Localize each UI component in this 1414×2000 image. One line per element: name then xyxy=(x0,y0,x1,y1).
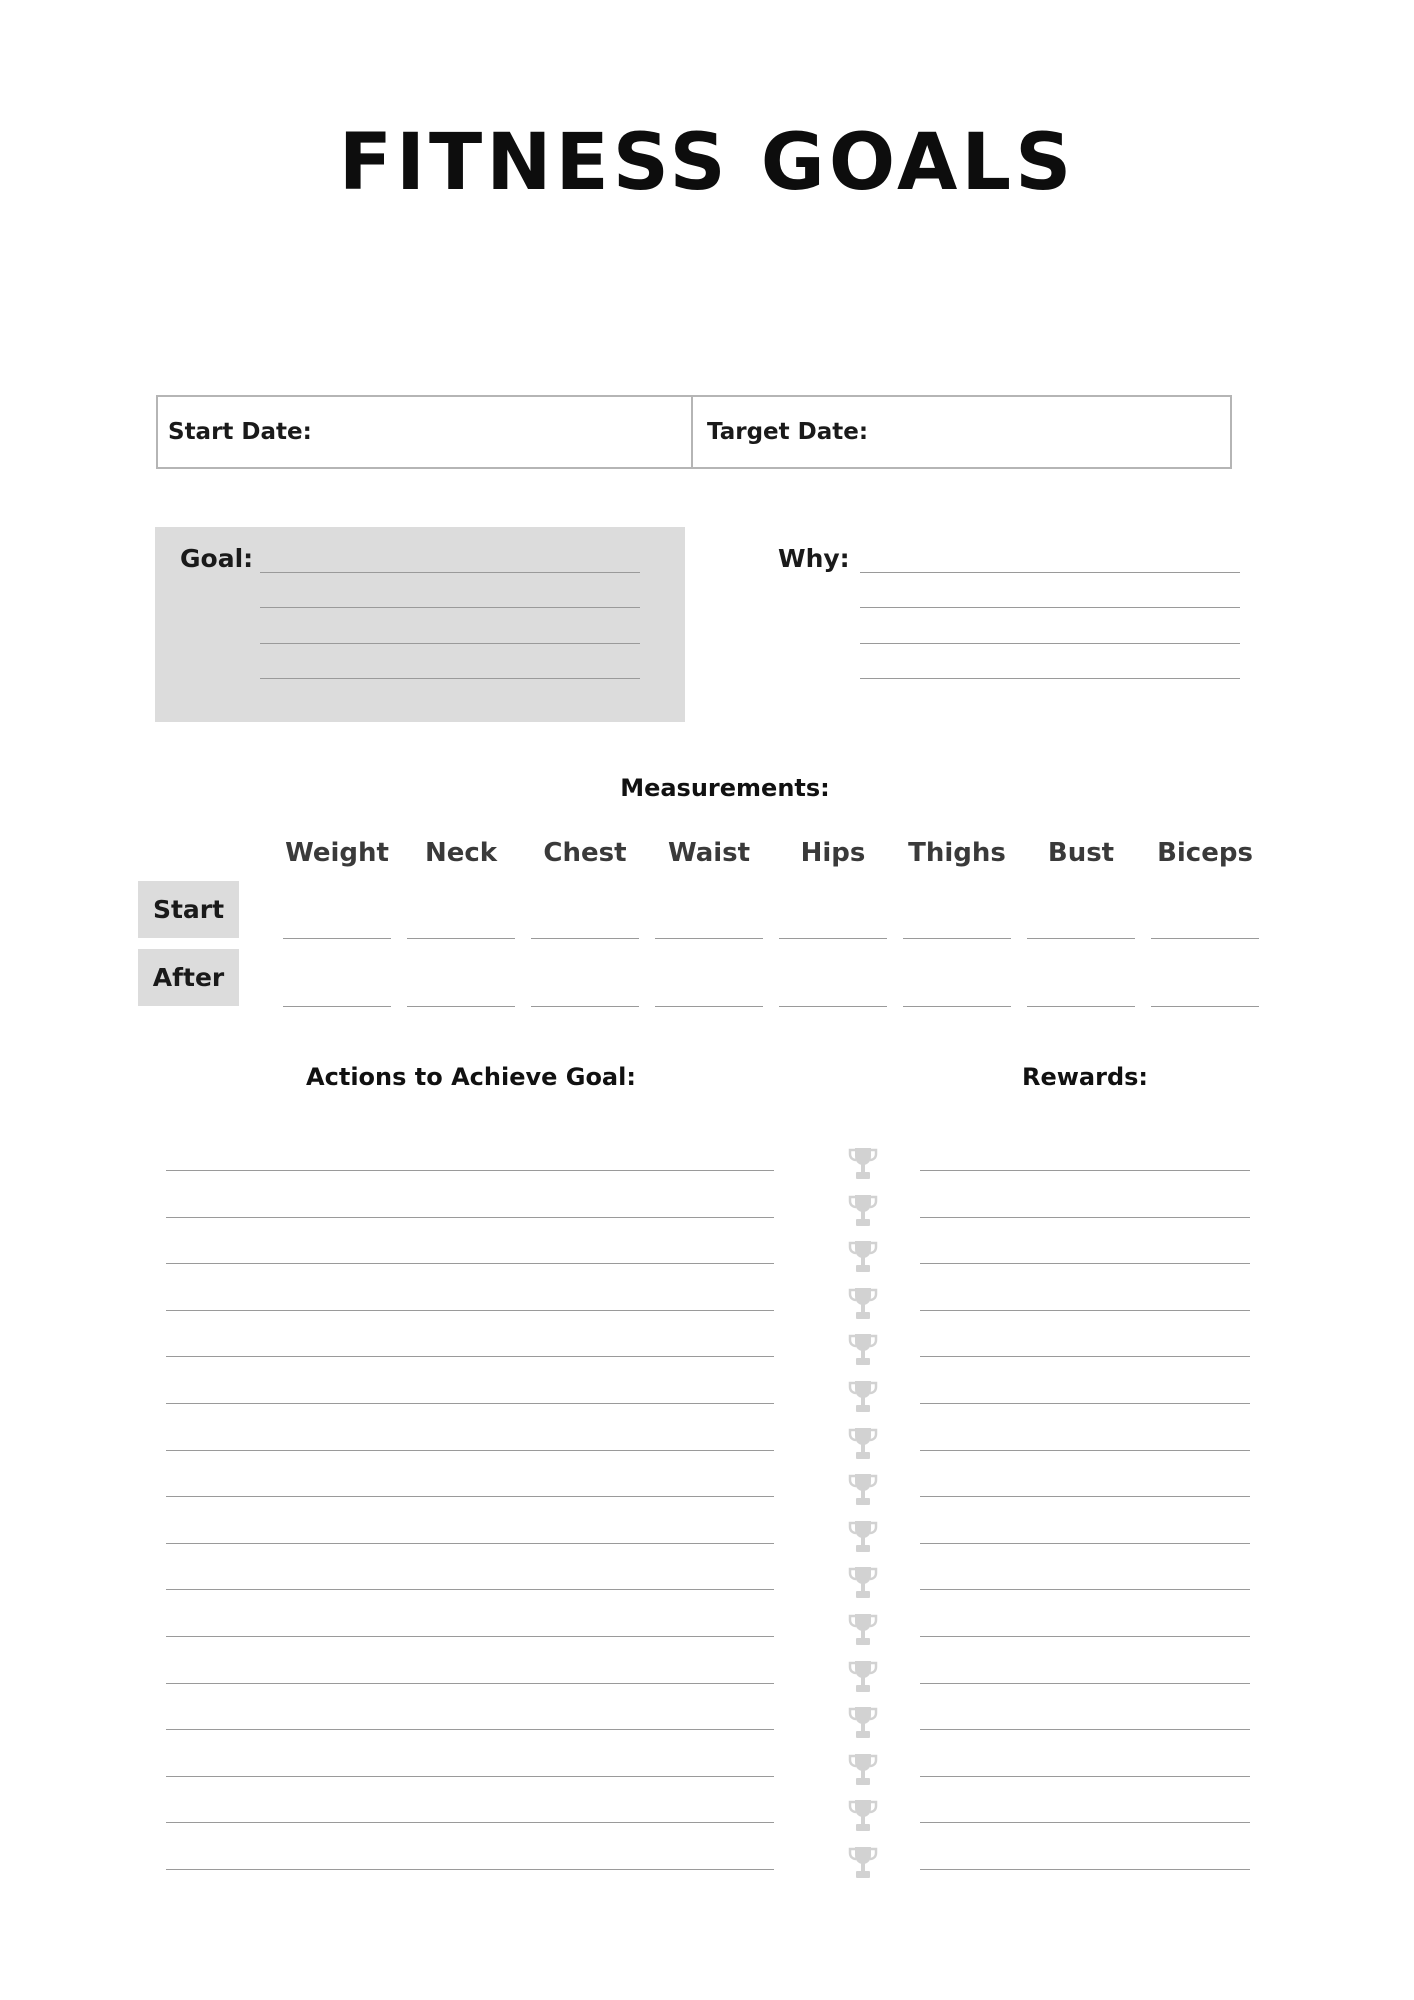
reward-line[interactable] xyxy=(920,1822,1250,1823)
action-line[interactable] xyxy=(166,1543,774,1544)
row-label-after: After xyxy=(138,949,239,1006)
reward-line[interactable] xyxy=(920,1636,1250,1637)
reward-line[interactable] xyxy=(920,1869,1250,1870)
measurement-input-start-waist[interactable] xyxy=(655,938,763,939)
why-label: Why: xyxy=(778,544,850,573)
measurement-input-after-waist[interactable] xyxy=(655,1006,763,1007)
reward-line[interactable] xyxy=(920,1683,1250,1684)
trophy-icon xyxy=(848,1612,878,1650)
trophy-icon xyxy=(848,1426,878,1464)
action-line[interactable] xyxy=(166,1217,774,1218)
goal-label: Goal: xyxy=(180,544,254,573)
measurement-input-start-chest[interactable] xyxy=(531,938,639,939)
start-date-field[interactable] xyxy=(158,397,691,467)
measurement-input-start-neck[interactable] xyxy=(407,938,515,939)
measurement-header-waist: Waist xyxy=(667,838,751,868)
measurement-input-start-biceps[interactable] xyxy=(1151,938,1259,939)
reward-line[interactable] xyxy=(920,1170,1250,1171)
why-line[interactable] xyxy=(860,572,1240,573)
why-line[interactable] xyxy=(860,643,1240,644)
action-line[interactable] xyxy=(166,1263,774,1264)
reward-line[interactable] xyxy=(920,1496,1250,1497)
reward-line[interactable] xyxy=(920,1263,1250,1264)
action-line[interactable] xyxy=(166,1589,774,1590)
trophy-icon xyxy=(848,1332,878,1370)
start-date-label: Start Date: xyxy=(168,419,312,445)
reward-line[interactable] xyxy=(920,1589,1250,1590)
measurement-header-neck: Neck xyxy=(424,838,498,868)
trophy-icon xyxy=(848,1565,878,1603)
measurement-header-thighs: Thighs xyxy=(908,838,1006,868)
action-line[interactable] xyxy=(166,1729,774,1730)
reward-line[interactable] xyxy=(920,1450,1250,1451)
measurement-header-weight: Weight xyxy=(285,838,389,868)
measurement-input-after-bust[interactable] xyxy=(1027,1006,1135,1007)
reward-line[interactable] xyxy=(920,1403,1250,1404)
measurement-header-hips: Hips xyxy=(800,838,866,868)
trophy-icon xyxy=(848,1146,878,1184)
measurement-input-start-bust[interactable] xyxy=(1027,938,1135,939)
target-date-label: Target Date: xyxy=(707,419,869,445)
measurement-input-after-neck[interactable] xyxy=(407,1006,515,1007)
action-line[interactable] xyxy=(166,1403,774,1404)
reward-line[interactable] xyxy=(920,1776,1250,1777)
page-title: FITNESS GOALS xyxy=(338,118,1076,208)
goal-line[interactable] xyxy=(260,572,640,573)
reward-line[interactable] xyxy=(920,1310,1250,1311)
action-line[interactable] xyxy=(166,1310,774,1311)
trophy-icon xyxy=(848,1286,878,1324)
measurements-title: Measurements: xyxy=(620,774,830,802)
trophy-icon xyxy=(848,1845,878,1883)
row-label-start: Start xyxy=(138,881,239,938)
action-line[interactable] xyxy=(166,1170,774,1171)
measurement-header-chest: Chest xyxy=(543,838,627,868)
measurement-input-after-hips[interactable] xyxy=(779,1006,887,1007)
measurement-input-after-chest[interactable] xyxy=(531,1006,639,1007)
goal-line[interactable] xyxy=(260,643,640,644)
action-line[interactable] xyxy=(166,1636,774,1637)
action-line[interactable] xyxy=(166,1822,774,1823)
trophy-icon xyxy=(848,1752,878,1790)
action-line[interactable] xyxy=(166,1450,774,1451)
trophy-icon xyxy=(848,1705,878,1743)
why-line[interactable] xyxy=(860,607,1240,608)
goal-line[interactable] xyxy=(260,607,640,608)
target-date-field[interactable] xyxy=(691,397,1230,467)
trophy-icon xyxy=(848,1239,878,1277)
action-line[interactable] xyxy=(166,1869,774,1870)
reward-line[interactable] xyxy=(920,1356,1250,1357)
measurement-input-after-weight[interactable] xyxy=(283,1006,391,1007)
trophy-icon xyxy=(848,1379,878,1417)
reward-line[interactable] xyxy=(920,1217,1250,1218)
measurement-header-bust: Bust xyxy=(1047,838,1115,868)
goal-line[interactable] xyxy=(260,678,640,679)
measurement-input-start-hips[interactable] xyxy=(779,938,887,939)
trophy-icon xyxy=(848,1798,878,1836)
actions-title: Actions to Achieve Goal: xyxy=(306,1063,636,1091)
measurement-header-biceps: Biceps xyxy=(1157,838,1253,868)
date-row xyxy=(156,395,1232,469)
action-line[interactable] xyxy=(166,1683,774,1684)
action-line[interactable] xyxy=(166,1496,774,1497)
measurement-input-start-weight[interactable] xyxy=(283,938,391,939)
reward-line[interactable] xyxy=(920,1543,1250,1544)
measurement-input-start-thighs[interactable] xyxy=(903,938,1011,939)
trophy-icon xyxy=(848,1193,878,1231)
action-line[interactable] xyxy=(166,1356,774,1357)
measurement-input-after-biceps[interactable] xyxy=(1151,1006,1259,1007)
reward-line[interactable] xyxy=(920,1729,1250,1730)
trophy-icon xyxy=(848,1472,878,1510)
trophy-icon xyxy=(848,1519,878,1557)
action-line[interactable] xyxy=(166,1776,774,1777)
measurement-input-after-thighs[interactable] xyxy=(903,1006,1011,1007)
trophy-icon xyxy=(848,1659,878,1697)
rewards-title: Rewards: xyxy=(1021,1063,1149,1091)
why-line[interactable] xyxy=(860,678,1240,679)
